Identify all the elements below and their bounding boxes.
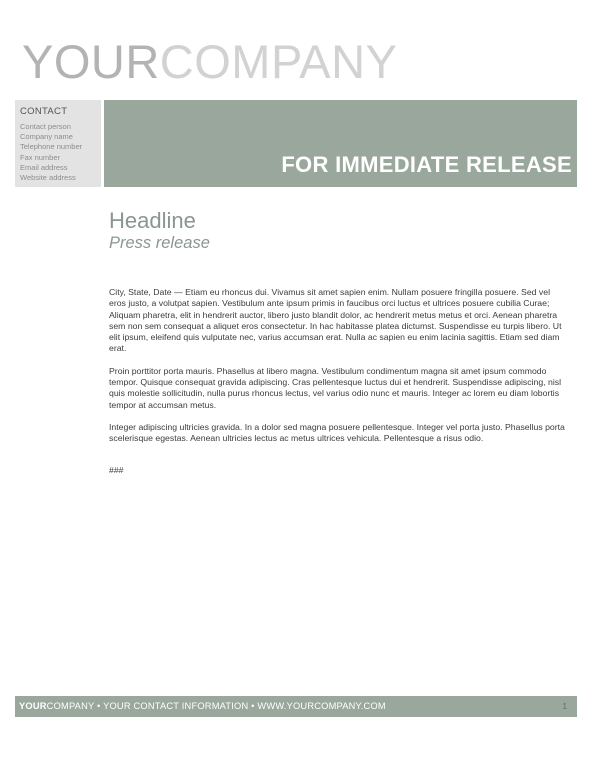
article-body [109, 287, 565, 487]
company-logo [22, 35, 398, 88]
telephone-number: Telephone number [20, 142, 83, 152]
body-paragraph: City, State, Date — Etiam eu rhoncus dui. Vivamus sit amet sapien enim. Nullam posuere fringilla posuere. Sed vel eros justo, a volutpat sapien. Vestibulum ante ipsum primis in faucibus orci luctus et ultrices posuere cubilia Curae; Aliquam pharetra, elit in hendrerit auctor, libero justo blandit dolor, ac hendrerit metus metus et orci. Aenean pharetra sem non sem consequat a aliquet eros consectetur. In hac habitasse platea dictumst. Suspendisse eu turpis libero. Ut elit ipsum, eleifend quis vulputate nec, varius accumsan erat. Nulla ac sapien eu enim lacinia sagittis. Etiam sed diam erat. [109, 287, 562, 354]
footer-text [19, 701, 386, 711]
logo-bold-part: YOUR [22, 35, 160, 88]
footer-brand-bold: YOUR [19, 701, 47, 711]
fax-number: Fax number [20, 152, 61, 162]
logo-light-part: COMPANY [159, 35, 398, 88]
end-mark: ### [109, 464, 124, 475]
footer-bar [15, 696, 577, 717]
contact-title: CONTACT [20, 106, 68, 117]
contact-box [15, 100, 101, 187]
release-banner [104, 100, 577, 187]
footer-brand-rest: COMPANY • YOUR CONTACT INFORMATION • WWW.YOURCOMPANY.COM [46, 701, 386, 711]
contact-list [20, 122, 82, 183]
banner-title: FOR IMMEDIATE RELEASE [281, 152, 572, 177]
email-address: Email address [20, 162, 68, 172]
company-name: Company name [20, 132, 73, 142]
website-address: Website address [20, 173, 76, 183]
headline: Headline [109, 208, 196, 233]
body-paragraph: Proin porttitor porta mauris. Phasellus at libero magna. Vestibulum condimentum magna sit amet ipsum commodo tempor. Quisque consequat gravida adipiscing. Cras pellentesque luctus dui et hendrerit. Suspendisse adipiscing, nisl quis molestie sollicitudin, nulla purus rhoncus lectus, vel varius odio nunc et mauris. Integer ac lorem eu diam lobortis tempor at accumsan metus. [109, 365, 562, 410]
page-number: 1 [562, 702, 567, 711]
body-paragraph: Integer adipiscing ultricies gravida. In a dolor sed magna posuere pellentesque. Integer vel porta justo. Phasellus porta scelerisque egestas. Aenean ultricies lectus ac metus ultrices vehicula. Pellentesque a risus odio. [109, 421, 565, 444]
subheadline: Press release [109, 234, 210, 252]
contact-person: Contact person [20, 122, 71, 131]
